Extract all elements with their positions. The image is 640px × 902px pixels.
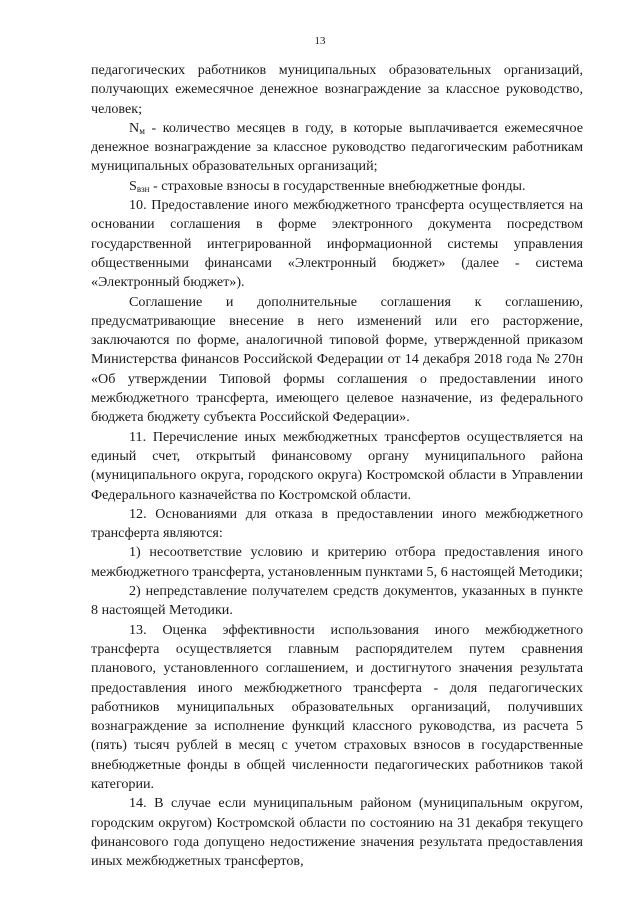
paragraph-svzn-definition <box>91 177 583 196</box>
paragraph-agreement: Соглашение и дополнительные соглашения к соглашению, предусматривающие внесение в него изменений или его расторжение, заключаются по форме, аналогичной типовой форме, утвержденной приказом Министерства финансов Российской Федерации от 14 декабря 2018 года № 270н «Об утверждении Типовой формы соглашения о предоставлении иного межбюджетного трансферта, имеющего целевое назначение, из федерального бюджета бюджету субъекта Российской Федерации». <box>91 293 583 426</box>
paragraph-item-14: 14. В случае если муниципальным районом (муниципальным округом, городским округом) Костромской области по состоянию на 31 декабря текущего финансового года допущено недостижение значения результата предоставления иных межбюджетных трансфертов, <box>91 795 583 870</box>
formula-symbol: S <box>129 177 137 194</box>
paragraph-nm-definition <box>91 119 583 177</box>
paragraph-item-12: 12. Основаниями для отказа в предоставлении иного межбюджетного трансферта являются: <box>91 505 583 542</box>
list-item-refusal-1: 1) несоответствие условию и критерию отбора предоставления иного межбюджетного трансферта, установленным пунктами 5, 6 настоящей Методики; <box>91 544 583 580</box>
paragraph-continuation: педагогических работников муниципальных образовательных организаций, получающих ежемесячное денежное вознаграждение за классное руководство, человек; <box>91 62 583 117</box>
document-body <box>91 61 583 871</box>
paragraph-item-13: 13. Оценка эффективности использования иного межбюджетного трансферта осуществляется главным распорядителем путем сравнения планового, установленного соглашением, и достигнутого значения результата предоставления иного межбюджетного трансферта - доля педагогических работников муниципальных образовательных организаций, получивших вознаграждение за исполнение функций классного руководства, из расчета 5 (пять) тысяч рублей в месяц с учетом страховых взносов в государственные внебюджетные фонды в общей численности педагогических работников такой категории. <box>91 621 583 792</box>
page-number: 13 <box>314 35 326 47</box>
formula-subscript: м <box>139 125 145 136</box>
paragraph-text: - страховые взносы в государственные внебюджетные фонды. <box>149 177 526 194</box>
list-item-refusal-2: 2) непредставление получателем средств документов, указанных в пункте 8 настоящей Методики. <box>91 583 583 619</box>
formula-symbol: N <box>129 119 140 136</box>
paragraph-item-11: 11. Перечисление иных межбюджетных трансфертов осуществляется на единый счет, открытый финансовому органу муниципального района (муниципального округа, городского округа) Костромской области в Управлении Федерального казначейства по Костромской области. <box>91 428 583 503</box>
paragraph-item-10: 10. Предоставление иного межбюджетного трансферта осуществляется на основании соглашения в форме электронного документа посредством государственной интегрированной информационной системы управления общественными финансами «Электронный бюджет» (далее - система «Электронный бюджет»). <box>91 197 583 291</box>
paragraph-text: - количество месяцев в году, в которые выплачивается ежемесячное денежное вознаграждение за классное руководство педагогическим работникам муниципальных образовательных организаций; <box>91 119 583 175</box>
formula-subscript: взн <box>136 183 150 194</box>
